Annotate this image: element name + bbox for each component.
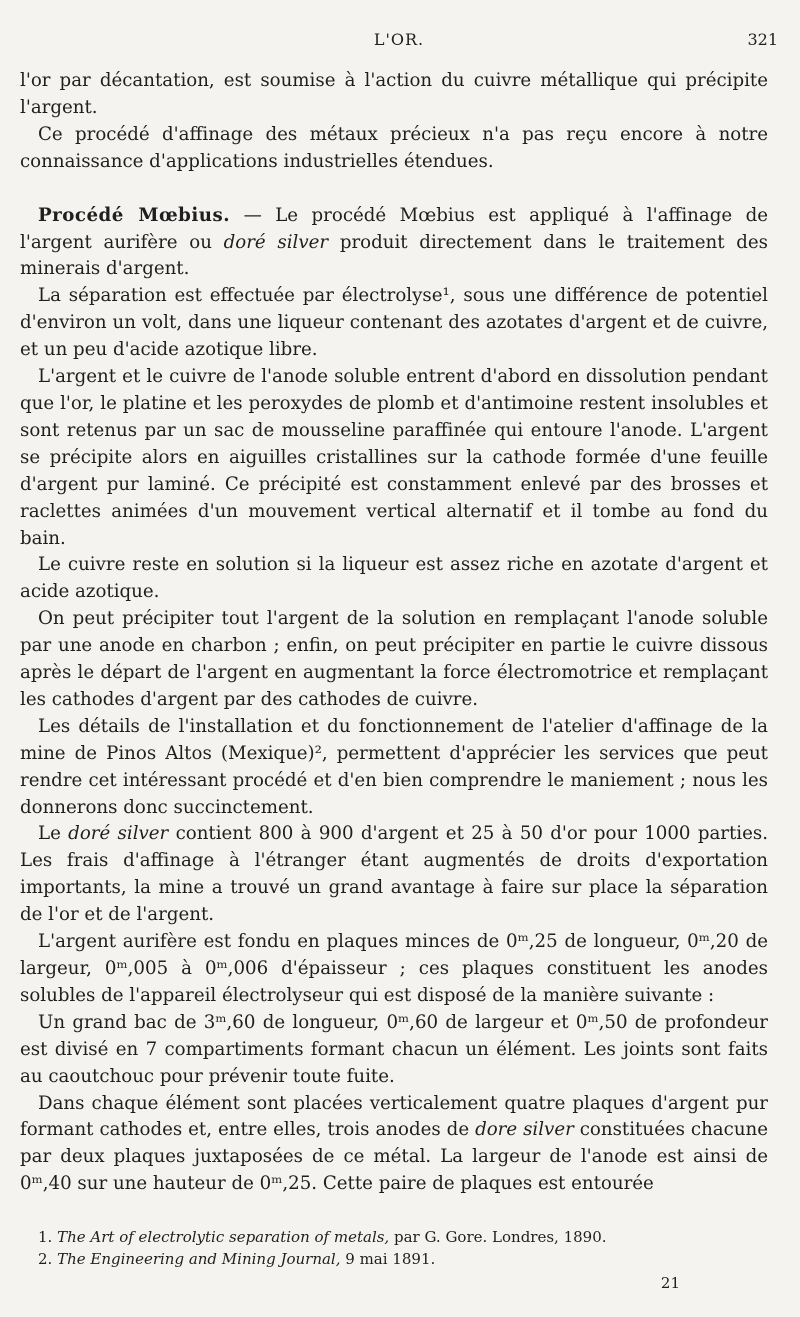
footnote: 1. The Art of electrolytic separation of metals, par G. Gore. Londres, 1890. [38,1228,607,1246]
paragraph: Un grand bac de 3ᵐ,60 de longueur, 0ᵐ,60 de largeur et 0ᵐ,50 de profondeur est divisé en 7 compartiments formant chacun un élément. Les joints sont faits au caoutchouc pour prévenir toute fuite. [20,1011,768,1087]
paragraph: l'or par décantation, est soumise à l'action du cuivre métallique qui précipite l'argent. [20,70,768,118]
paragraph: Ce procédé d'affinage des métaux précieux n'a pas reçu encore à notre connaissance d'applications industrielles étendues. [20,123,768,172]
footnotes [20,1226,768,1270]
paragraph: On peut précipiter tout l'argent de la solution en remplaçant l'anode soluble par une anode en charbon ; enfin, on peut précipiter en partie le cuivre dissous après le départ de l'argent en augmentant la force électromotrice et remplaçant les cathodes d'argent par des cathodes de cuivre. [20,608,768,710]
page-number: 321 [747,30,778,49]
running-title: L'OR. [373,30,425,49]
paragraph: L'argent aurifère est fondu en plaques minces de 0ᵐ,25 de longueur, 0ᵐ,20 de largeur, 0ᵐ,005 à 0ᵐ,006 d'épaisseur ; ces plaques constituent les anodes solubles de l'appareil électrolyseur qui est disposé de la manière suivante : [20,931,768,1006]
paragraph: Le cuivre reste en solution si la liqueur est assez riche en azotate d'argent et acide azotique. [20,554,768,603]
paragraph: La séparation est effectuée par électrolyse¹, sous une différence de potentiel d'environ un volt, dans une liqueur contenant des azotates d'argent et de cuivre, et un peu d'acide azotique libre. [20,285,768,361]
running-header [20,30,778,54]
section-heading: Procédé Mœbius. [38,204,231,226]
page-body [20,68,768,1198]
signature-mark: 21 [660,1274,680,1292]
paragraph: Dans chaque élément sont placées verticalement quatre plaques d'argent pur formant cathodes et, entre elles, trois anodes de dore silver constituées chacune par deux plaques juxtaposées de ce métal. La largeur de l'anode est ainsi de 0ᵐ,40 sur une hauteur de 0ᵐ,25. Cette paire de plaques est entourée [20,1092,769,1195]
paragraph: Les détails de l'installation et du fonctionnement de l'atelier d'affinage de la mine de Pinos Altos (Mexique)², permettent d'apprécier les services que peut rendre cet intéressant procédé et d'en bien comprendre le maniement ; nous les donnerons donc succinctement. [20,715,768,818]
paragraph: L'argent et le cuivre de l'anode soluble entrent d'abord en dissolution pendant que l'or, le platine et les peroxydes de plomb et d'antimoine restent insolubles et sont retenus par un sac de mousseline paraffinée qui entoure l'anode. L'argent se précipite alors en aiguilles cristallines sur la cathode formée d'une feuille d'argent pur laminé. Ce précipité est constamment enlevé par des brosses et raclettes animées d'un mouvement vertical alternatif et il tombe au fond du bain. [20,366,768,549]
footnote: 2. The Engineering and Mining Journal, 9 mai 1891. [38,1250,436,1268]
paragraph: Le doré silver contient 800 à 900 d'argent et 25 à 50 d'or pour 1000 parties. Les frais d'affinage à l'étranger étant augmentés de droits d'exportation importants, la mine a trouvé un grand avantage à faire sur place la séparation de l'or et de l'argent. [20,823,769,926]
section-paragraph: Procédé Mœbius. — Le procédé Mœbius est appliqué à l'affinage de l'argent aurifère ou doré silver produit directement dans le traitement des minerais d'argent. [20,204,768,280]
